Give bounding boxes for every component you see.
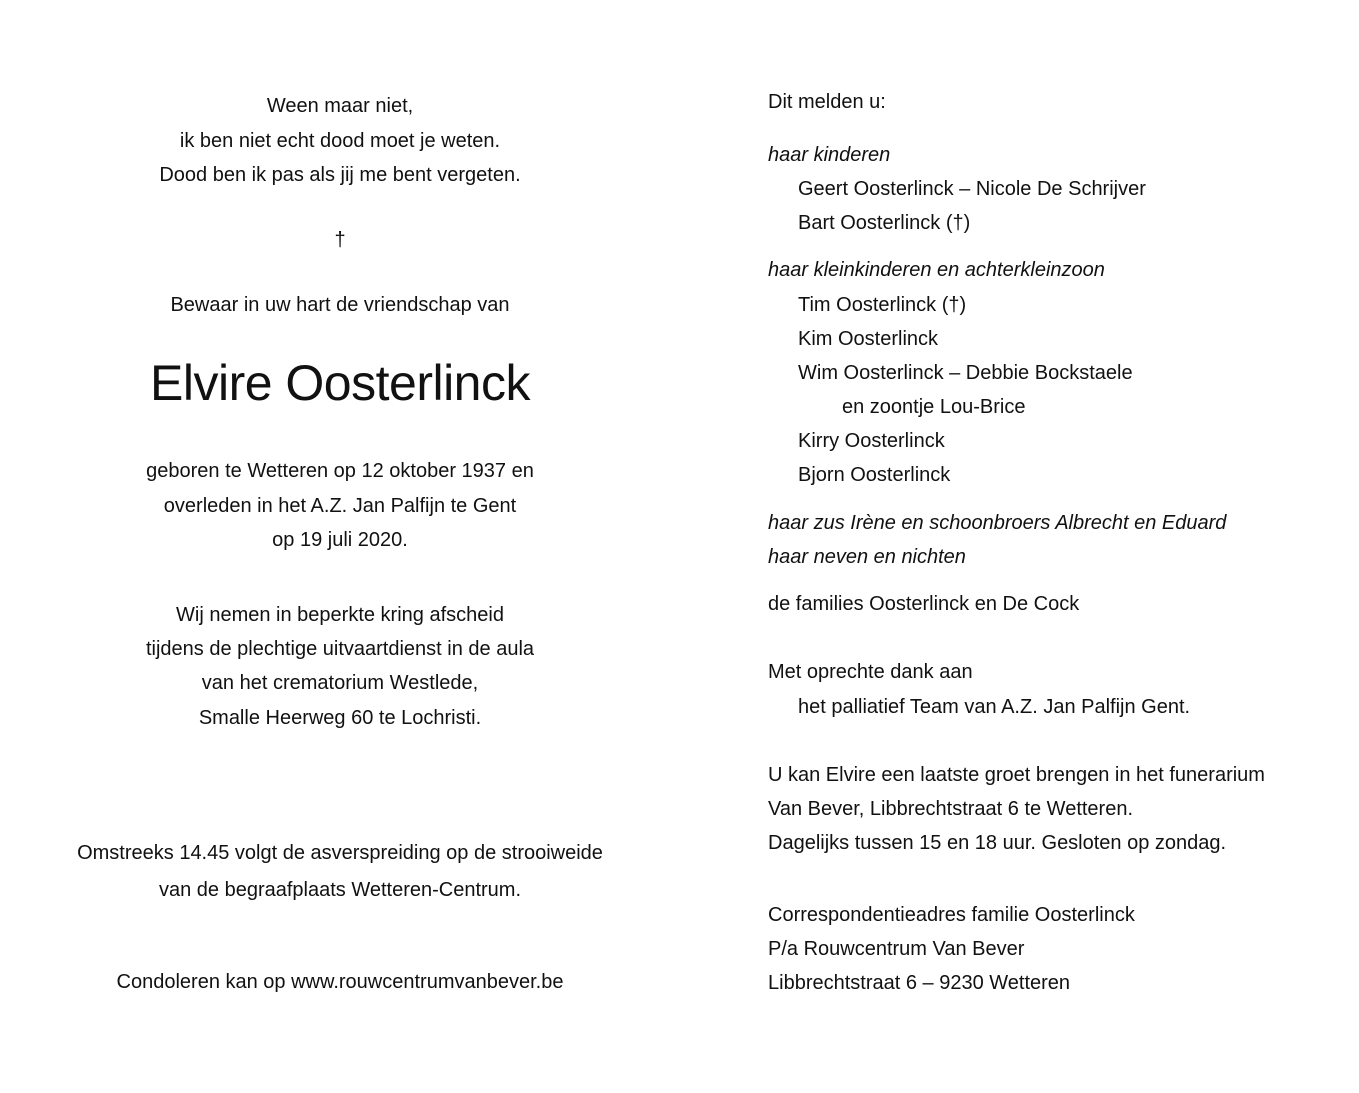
families-line: de families Oosterlinck en De Cock (768, 593, 1080, 615)
farewell-line-1: Wij nemen in beperkte kring afscheid (176, 604, 504, 626)
condolences-line: Condoleren kan op www.rouwcentrumvanbever.be (116, 971, 564, 993)
ashes-line-1: Omstreeks 14.45 volgt de asverspreiding op de strooiweide (77, 842, 603, 864)
visit-line-1: U kan Elvire een laatste groet brengen in het funerarium (768, 764, 1265, 786)
child-1: Geert Oosterlinck – Nicole De Schrijver (798, 178, 1146, 200)
cross-symbol: † (334, 229, 346, 251)
address-line-3: Libbrechtstraat 6 – 9230 Wetteren (768, 972, 1071, 994)
cousins-line: haar neven en nichten (768, 546, 966, 568)
sister-line: haar zus Irène en schoonbroers Albrecht en Eduard (768, 512, 1227, 534)
ashes-line-2: van de begraafplaats Wetteren-Centrum. (158, 879, 522, 901)
poem-line-3: Dood ben ik pas als jij me bent vergeten. (159, 164, 521, 186)
farewell-line-4: Smalle Heerweg 60 te Lochristi. (198, 707, 482, 729)
grandchild-5: Bjorn Oosterlinck (798, 464, 951, 486)
right-column (768, 0, 1328, 1093)
grandchild-3: Wim Oosterlinck – Debbie Bockstaele (798, 362, 1133, 384)
birth-line-2: overleden in het A.Z. Jan Palfijn te Gent (163, 495, 517, 517)
intro-line: Bewaar in uw hart de vriendschap van (170, 294, 510, 316)
thanks-line: het palliatief Team van A.Z. Jan Palfijn Gent. (798, 696, 1191, 718)
left-column (40, 0, 640, 1093)
poem-line-1: Ween maar niet, (266, 95, 414, 117)
farewell-line-3: van het crematorium Westlede, (201, 672, 479, 694)
grandchildren-heading: haar kleinkinderen en achterkleinzoon (768, 259, 1105, 281)
address-line-1: Correspondentieadres familie Oosterlinck (768, 904, 1135, 926)
children-heading: haar kinderen (768, 144, 891, 166)
grandchild-1: Tim Oosterlinck (†) (798, 294, 967, 316)
great-grandchild: en zoontje Lou-Brice (842, 396, 1026, 418)
grandchild-2: Kim Oosterlinck (798, 328, 939, 350)
farewell-line-2: tijdens de plechtige uitvaartdienst in de aula (145, 638, 535, 660)
visit-line-3: Dagelijks tussen 15 en 18 uur. Gesloten op zondag. (768, 832, 1227, 854)
deceased-name: Elvire Oosterlinck (150, 355, 530, 411)
grandchild-4: Kirry Oosterlinck (798, 430, 945, 452)
thanks-heading: Met oprechte dank aan (768, 661, 973, 683)
child-2: Bart Oosterlinck (†) (798, 212, 971, 234)
poem-line-2: ik ben niet echt dood moet je weten. (179, 130, 501, 152)
announcement-intro: Dit melden u: (768, 91, 886, 113)
birth-line-1: geboren te Wetteren op 12 oktober 1937 en (146, 460, 534, 482)
visit-line-2: Van Bever, Libbrechtstraat 6 te Wetteren. (768, 798, 1134, 820)
address-line-2: P/a Rouwcentrum Van Bever (768, 938, 1025, 960)
birth-line-3: op 19 juli 2020. (272, 529, 408, 551)
